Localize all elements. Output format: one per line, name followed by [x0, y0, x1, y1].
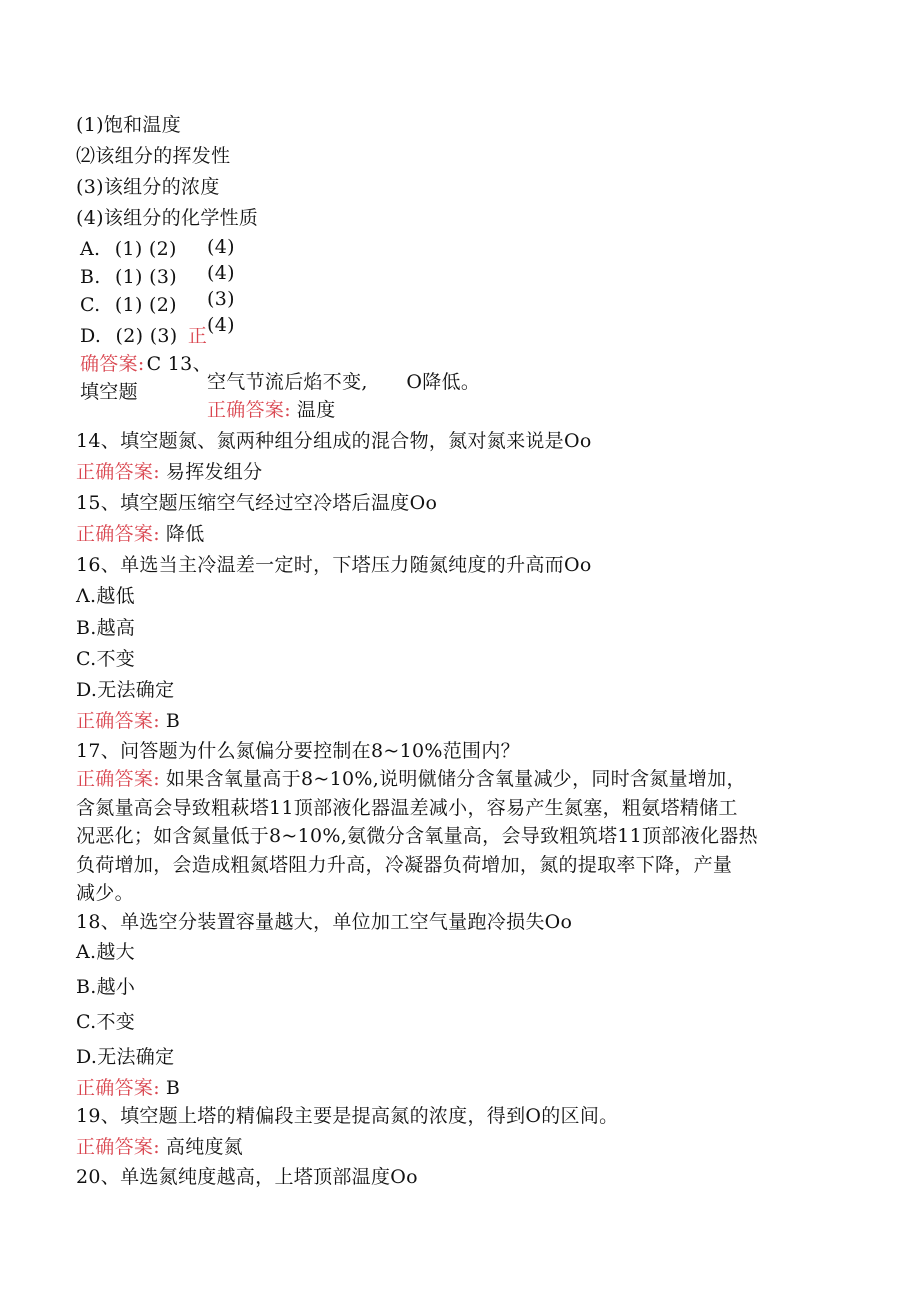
answer-value: 温度 [296, 399, 336, 421]
answer-18 [76, 1076, 180, 1100]
answer-17-line-5: 减少。 [76, 882, 134, 904]
item-2: ⑵该组分的挥发性 [76, 145, 231, 167]
option-c [80, 293, 177, 317]
q13-answer [207, 398, 336, 422]
question-18: 18、单选空分装置容量越大，单位加工空气量跑冷损失Oo [76, 911, 573, 933]
answer-19 [76, 1135, 243, 1159]
option-c-nums: (1) (2) [114, 294, 177, 316]
item-4: (4)该组分的化学性质 [76, 207, 259, 229]
option-c-label: C. [80, 294, 101, 316]
answer-label: 正确答案: [76, 768, 160, 790]
answer-label: 正确答案: [76, 523, 160, 545]
option-d [80, 324, 207, 348]
answer-16 [76, 709, 180, 733]
question-16: 16、单选当主冷温差一定时，下塔压力随氮纯度的升高而Oo [76, 554, 592, 576]
option-b-right: (4) [207, 262, 235, 284]
answer-17-line-4: 负荷增加，会造成粗氮塔阻力升高，冷凝器负荷增加，氮的提取率下降，产量 [76, 854, 733, 876]
answer-text: 如果含氧量高于8~10%,说明僦储分含氧量减少，同时含氮量增加， [165, 768, 746, 790]
option-a-nums: (1) (2) [114, 238, 177, 260]
answer-value: B [165, 710, 181, 732]
answer-value: C 13、 [146, 353, 212, 375]
question-19: 19、填空题上塔的精偏段主要是提高氮的浓度，得到O的区间。 [76, 1105, 619, 1127]
item-1: (1)饱和温度 [76, 114, 182, 136]
answer-15 [76, 522, 205, 546]
q16-option-d: D.无法确定 [76, 679, 175, 701]
option-a-right: (4) [207, 236, 235, 258]
q13-text: 空气节流后焰不变, O降低。 [207, 371, 481, 393]
answer-14 [76, 460, 262, 484]
q18-option-d: D.无法确定 [76, 1046, 175, 1068]
answer-value: 易挥发组分 [165, 461, 263, 483]
answer-17-line-2: 含氮量高会导致粗萩塔11顶部液化器温差减小，容易产生氮塞，粗氨塔精储工 [76, 797, 738, 819]
item-3: (3)该组分的浓度 [76, 176, 220, 198]
question-14: 14、填空题氮、氮两种组分组成的混合物，氮对氮来说是Oo [76, 430, 592, 452]
answer-value: 高纯度氮 [165, 1136, 244, 1158]
option-d-nums: (2) (3) [115, 325, 178, 347]
answer-block1 [80, 352, 212, 376]
q18-option-c: C.不变 [76, 1011, 136, 1033]
option-d-label: D. [80, 325, 102, 347]
answer-17-line-3: 况恶化；如含氮量低于8~10%,氨微分含氧量高，会导致粗筑塔11顶部液化器热 [76, 825, 758, 847]
answer-label: 正确答案: [76, 461, 160, 483]
option-d-right: (4) [207, 314, 235, 336]
q18-option-a: A.越大 [76, 941, 135, 963]
q18-option-b: B.越小 [76, 976, 136, 998]
answer-value: 降低 [165, 523, 205, 545]
option-b [80, 265, 177, 289]
option-b-nums: (1) (3) [114, 266, 177, 288]
q16-option-a: Λ.越低 [76, 585, 135, 607]
answer-label: 正确答案: [76, 1136, 160, 1158]
option-a [80, 237, 177, 261]
question-17: 17、问答题为什么氮偏分要控制在8~10%范围内？ [76, 740, 520, 762]
q16-option-b: B.越高 [76, 617, 136, 639]
q16-option-c: C.不变 [76, 648, 136, 670]
answer-label: 正确答案: [76, 1077, 160, 1099]
question-15: 15、填空题压缩空气经过空冷塔后温度Oo [76, 492, 438, 514]
answer-17-line-1 [76, 767, 746, 791]
type-label: 填空题 [80, 381, 138, 403]
option-a-label: A. [80, 238, 101, 260]
question-20: 20、单选氮纯度越高，上塔顶部温度Oo [76, 1166, 418, 1188]
option-c-right: (3) [207, 288, 235, 310]
option-d-tail: 正 [187, 325, 208, 347]
option-b-label: B. [80, 266, 101, 288]
answer-value: B [165, 1077, 181, 1099]
answer-label: 正确答案: [76, 710, 160, 732]
answer-label: 确答案: [80, 353, 145, 375]
answer-label: 正确答案: [207, 399, 291, 421]
